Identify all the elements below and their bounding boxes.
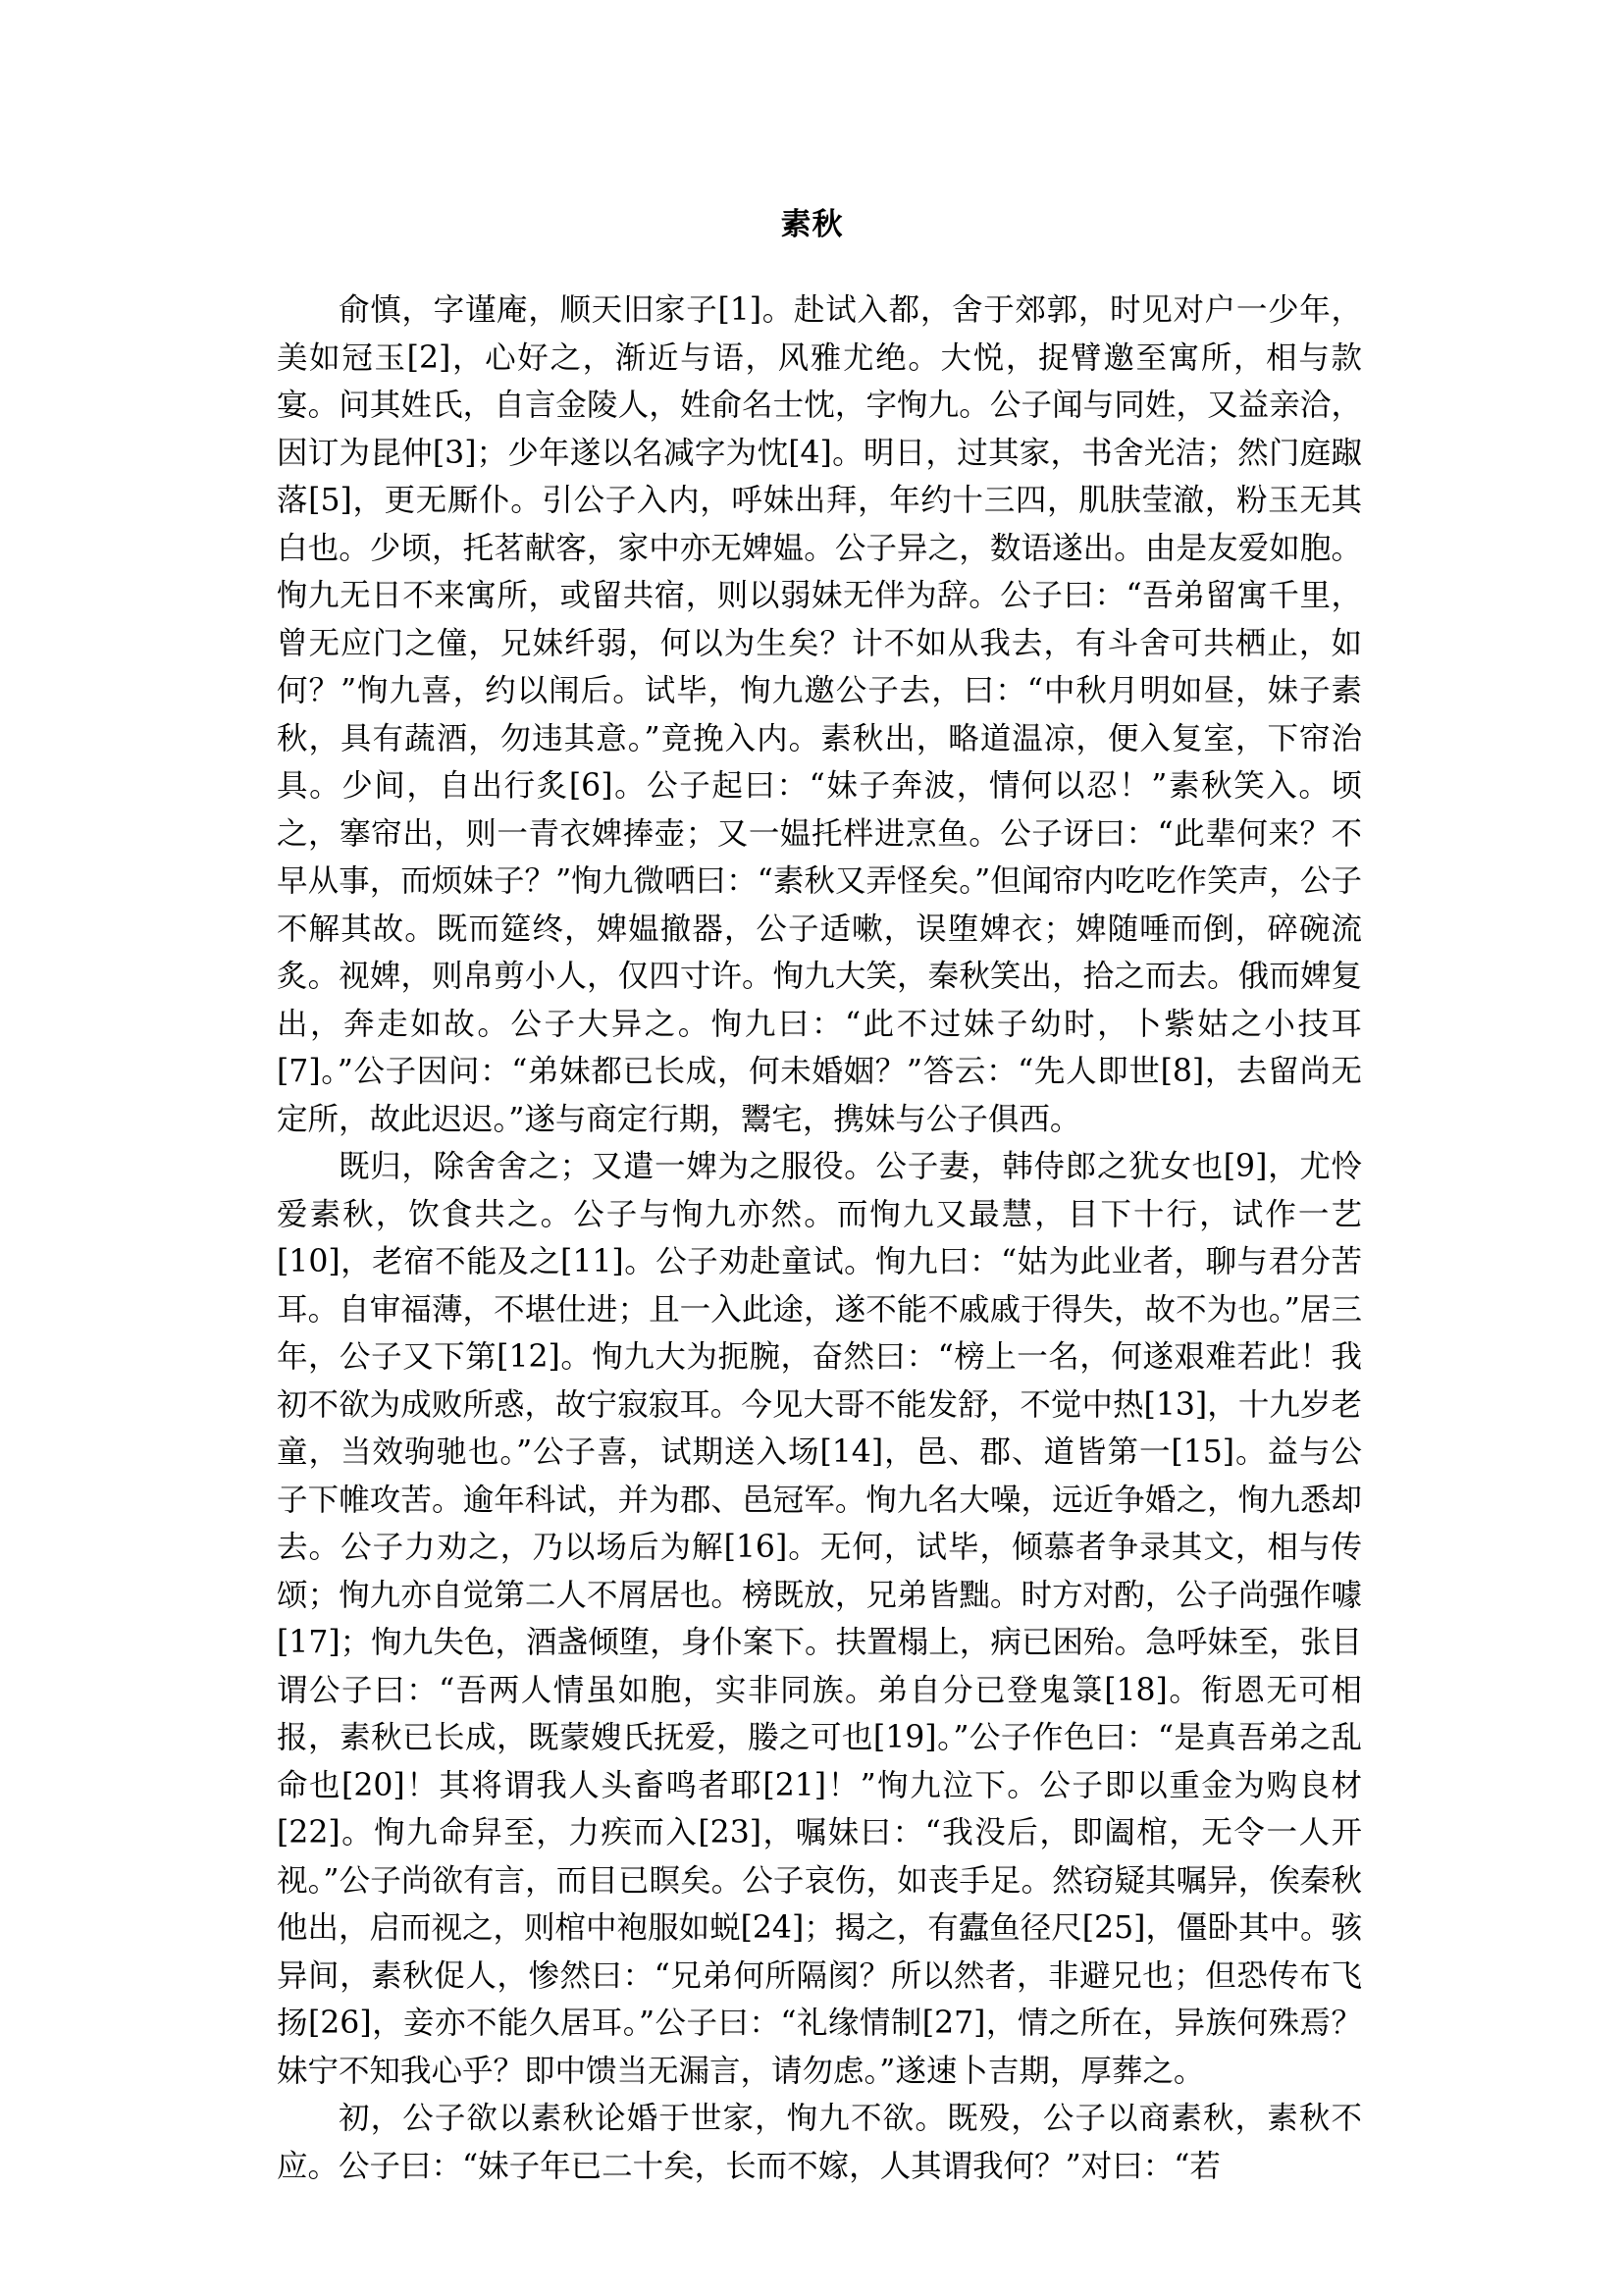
paragraph: 初，公子欲以素秋论婚于世家，恂九不欲。既殁，公子以商素秋，素秋不应。公子曰：“妹子年已二十矣，长而不嫁，人其谓我何？”对曰：“若 [277, 2101, 1362, 2184]
paragraph: 既归，除舍舍之；又遣一婢为之服役。公子妻，韩侍郎之犹女也[9]，尤怜爱素秋，饮食共之。公子与恂九亦然。而恂九又最慧，目下十行，试作一艺[10]，老宿不能及之[11]。公子劝赴童试。恂九曰：“姑为此业者，聊与君分苦耳。自审福薄，不堪仕进；且一入此途，遂不能不戚戚于得失，故不为也。”居三年，公子又下第[12]。恂九大为扼腕，奋然曰：“榜上一名，何遂艰难若此！我初不欲为成败所惑，故宁寂寂耳。今见大哥不能发舒，不觉中热[13]，十九岁老童，当效驹驰也。”公子喜，试期送入场[14]，邑、郡、道皆第一[15]。益与公子下帷攻苦。逾年科试，并为郡、邑冠军。恂九名大噪，远近争婚之，恂九悉却去。公子力劝之，乃以场后为解[16]。无何，试毕，倾慕者争录其文，相与传颂；恂九亦自觉第二人不屑居也。榜既放，兄弟皆黜。时方对酌，公子尚强作噱[17]；恂九失色，酒盏倾堕，身仆案下。扶置榻上，病已困殆。急呼妹至，张目谓公子曰：“吾两人情虽如胞，实非同族。弟自分已登鬼箓[18]。衔恩无可相报，素秋已长成，既蒙嫂氏抚爱，媵之可也[19]。”公子作色曰：“是真吾弟之乱命也[20]！其将谓我人头畜鸣者耶[21]！”恂九泣下。公子即以重金为购良材[22]。恂九命舁至，力疾而入[23]，嘱妹曰：“我没后，即阖棺，无令一人开视。”公子尚欲有言，而目已瞑矣。公子哀伤，如丧手足。然窃疑其嘱异，俟秦秋他出，启而视之，则棺中袍服如蜕[24]；揭之，有蠹鱼径尺[25]，僵卧其中。骇异间，素秋促人，惨然曰：“兄弟何所隔阂？所以然者，非避兄也；但恐传布飞扬[26]，妾亦不能久居耳。”公子曰：“礼缘情制[27]，情之所在，异族何殊焉？妹宁不知我心乎？即中馈当无漏言，请勿虑。”遂速卜吉期，厚葬之。 [277, 1149, 1362, 2089]
document-title: 素秋 [780, 207, 844, 242]
paragraph: 俞慎，字谨庵，顺天旧家子[1]。赴试入都，舍于郊郭，时见对户一少年，美如冠玉[2]，心好之，渐近与语，风雅尤绝。大悦，捉臂邀至寓所，相与款宴。问其姓氏，自言金陵人，姓俞名士忱，字恂九。公子闻与同姓，又益亲洽，因订为昆仲[3]；少年遂以名减字为忱[4]。明日，过其家，书舍光洁；然门庭踧落[5]，更无厮仆。引公子入内，呼妹出拜，年约十三四，肌肤莹澈，粉玉无其白也。少顷，托茗献客，家中亦无婢媪。公子异之，数语遂出。由是友爱如胞。恂九无日不来寓所，或留共宿，则以弱妹无伴为辞。公子曰：“吾弟留寓千里，曾无应门之僮，兄妹纤弱，何以为生矣？计不如从我去，有斗舍可共栖止，如何？”恂九喜，约以闱后。试毕，恂九邀公子去，曰：“中秋月明如昼，妹子素秋，具有蔬酒，勿违其意。”竟挽入内。素秋出，略道温凉，便入复室，下帘治具。少间，自出行炙[6]。公子起曰：“妹子奔波，情何以忍！”素秋笑入。顷之，搴帘出，则一青衣婢捧壶；又一媪托柈进烹鱼。公子讶曰：“此辈何来？不早从事，而烦妹子？”恂九微哂曰：“素秋又弄怪矣。”但闻帘内吃吃作笑声，公子不解其故。既而筵终，婢媪撤器，公子适嗽，误堕婢衣；婢随唾而倒，碎碗流炙。视婢，则帛剪小人，仅四寸许。恂九大笑，秦秋笑出，拾之而去。俄而婢复出，奔走如故。公子大异之。恂九曰：“此不过妹子幼时，卜紫姑之小技耳[7]。”公子因问：“弟妹都已长成，何未婚姻？”答云：“先人即世[8]，去留尚无定所，故此迟迟。”遂与商定行期，鬻宅，携妹与公子俱西。 [277, 292, 1362, 1137]
document-body [277, 287, 1362, 2190]
